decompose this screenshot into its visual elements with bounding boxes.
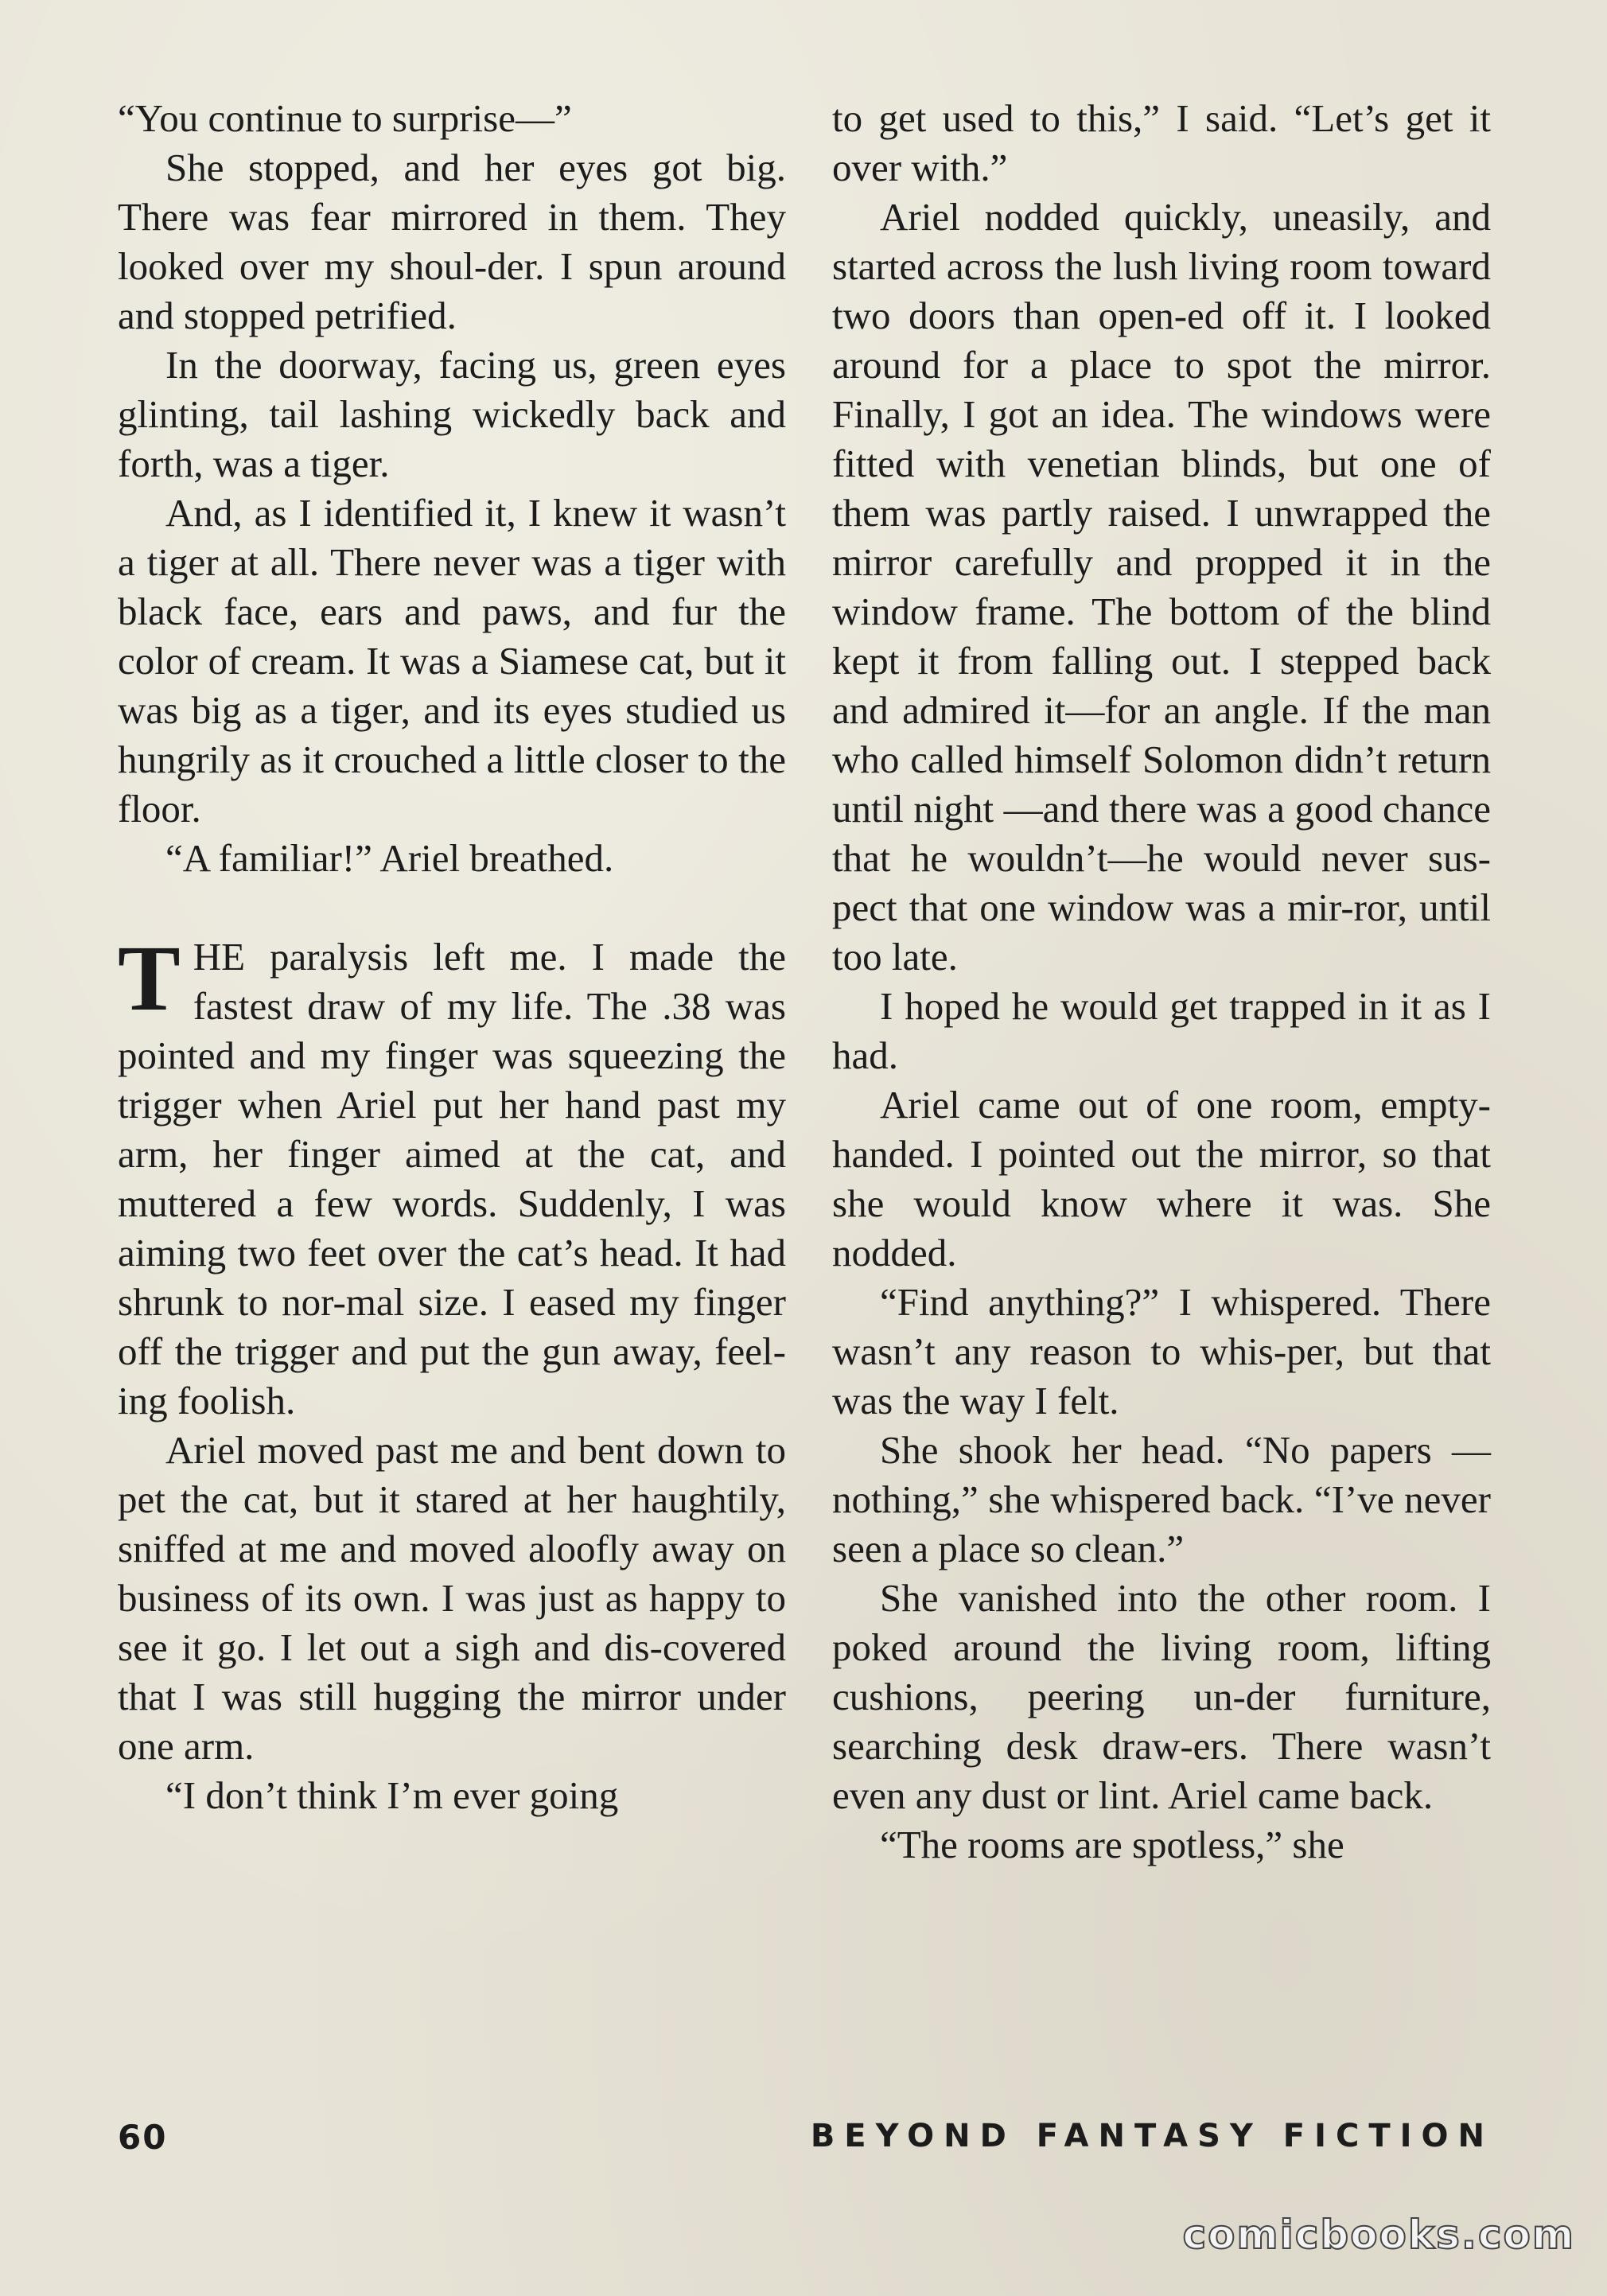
section-opening-text: HE paralysis left me. I made the fastest draw of my life. The .38 was pointed and my finger was squeezing the trigger when Ariel put her hand past my arm, her finger aimed at the cat, and muttered a few words. Suddenly, I was aiming two feet over the cat’s head. It had shrunk to nor-mal size. I eased my finger off the trigger and put the gun away, feel-ing foolish. <box>118 935 786 1422</box>
paragraph: And, as I identified it, I knew it wasn’t a tiger at all. There never was a tiger with black face, ears and paws, and fur the color of cream. It was a Siamese cat, but it was big as a tiger, and its eyes studied us hungrily as it crouched a little closer to the floor. <box>118 491 786 831</box>
paragraph: “A familiar!” Ariel breathed. <box>165 836 614 880</box>
paragraph: She vanished into the other room. I poked around the living room, lifting cushions, peering un-der furniture, searching desk draw-ers. There wasn’t even any dust or lint. Ariel came back. <box>832 1576 1491 1817</box>
left-column <box>118 94 786 1820</box>
paragraph: “Find anything?” I whispered. There wasn’t any reason to whis-per, but that was the way I felt. <box>832 1280 1491 1422</box>
paragraph: Ariel nodded quickly, uneasily, and started across the lush living room toward two doors than open-ed off it. I looked around for a place to spot the mirror. Finally, I got an idea. The windows were fitted with venetian blinds, but one of them was partly raised. I unwrapped the mirror carefully and propped it in the window frame. The bottom of the blind kept it from falling out. I stepped back and admired it—for an angle. If the man who called himself Solomon didn’t return until night —and there was a good chance that he wouldn’t—he would never sus-pect that one window was a mir-ror, until too late. <box>832 195 1491 979</box>
paragraph: “The rooms are spotless,” she <box>880 1823 1344 1866</box>
watermark-logo: comicbooks.com <box>1182 2212 1575 2258</box>
paragraph: to get used to this,” I said. “Let’s get it over with.” <box>832 96 1491 189</box>
paragraph: Ariel moved past me and bent down to pet the cat, but it stared at her haughtily, sniffed at me and moved aloofly away on business of its own. I was just as happy to see it go. I let out a sigh and dis-covered that I was still hugging the mirror under one arm. <box>118 1428 786 1768</box>
paragraph: “I don’t think I’m ever going <box>165 1773 619 1817</box>
running-title: BEYOND FANTASY FICTION <box>810 2118 1494 2154</box>
right-column <box>832 94 1491 1870</box>
paragraph: In the doorway, facing us, green eyes glinting, tail lashing wickedly back and forth, was a tiger. <box>118 343 786 485</box>
paragraph: She stopped, and her eyes got big. There was fear mirrored in them. They looked over my shoul-der. I spun around and stopped petrified. <box>118 146 786 337</box>
paragraph: Ariel came out of one room, empty-handed. I pointed out the mirror, so that she would know where it was. She nodded. <box>832 1083 1491 1274</box>
drop-cap: T <box>118 926 181 1030</box>
paragraph: “You continue to surprise—” <box>118 96 572 140</box>
page-footer <box>118 2118 1494 2166</box>
page-number: 60 <box>118 2118 168 2157</box>
paragraph: She shook her head. “No papers —nothing,” she whispered back. “I’ve never seen a place so clean.” <box>832 1428 1491 1570</box>
section-opening-paragraph <box>118 926 786 1426</box>
paragraph: I hoped he would get trapped in it as I had. <box>832 984 1491 1077</box>
